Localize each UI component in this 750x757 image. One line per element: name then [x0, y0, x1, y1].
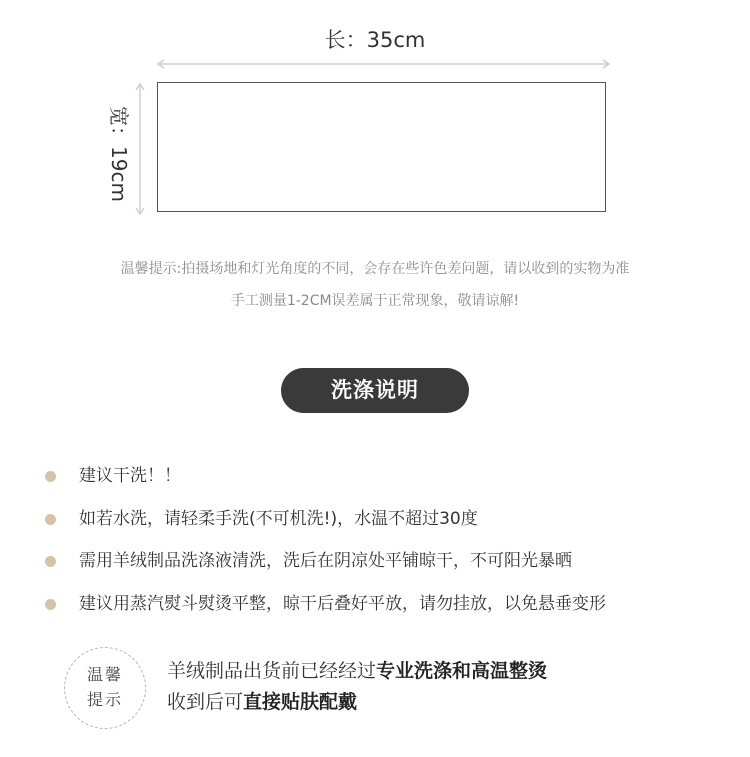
bullet-dot-icon [45, 556, 56, 567]
reminder-line-1-bold: 专业洗涤和高温整烫 [376, 660, 548, 682]
tip-line-2: 手工测量1-2CM误差属于正常现象，敬请谅解! [230, 293, 520, 309]
bullet-dot-icon [45, 599, 56, 610]
care-item-text: 建议用蒸汽熨斗熨烫平整，晾干后叠好平放，请勿挂放，以免悬垂变形 [79, 594, 606, 614]
care-item [45, 505, 478, 533]
dashed-circle [64, 647, 146, 729]
care-item [45, 590, 606, 618]
width-label: 宽：19cm [107, 106, 131, 202]
care-item [45, 547, 572, 575]
bullet-dot-icon [45, 471, 56, 482]
reminder-line-2-bold: 直接贴肤配戴 [243, 691, 358, 713]
reminder-line-2 [167, 687, 357, 717]
reminder-badge [64, 647, 146, 729]
care-item-text: 如若水洗，请轻柔手洗(不可机洗!)，水温不超过30度 [79, 509, 478, 529]
badge-text-line-1: 温馨 [86, 665, 123, 684]
length-arrow [156, 59, 611, 69]
care-item [45, 462, 181, 490]
care-item-text: 需用羊绒制品洗涤液清洗，洗后在阴凉处平铺晾干，不可阳光暴晒 [79, 551, 572, 571]
care-item-text: 建议干洗！！ [79, 466, 181, 486]
tip-line-1: 温馨提示:拍摄场地和灯光角度的不同，会存在些许色差问题，请以收到的实物为准 [120, 261, 630, 277]
reminder-line-2-normal: 收到后可 [167, 691, 244, 713]
reminder-line-1-normal: 羊绒制品出货前已经经过 [167, 660, 377, 682]
reminder-line-1 [167, 656, 547, 686]
size-rectangle [157, 82, 606, 212]
bullet-dot-icon [45, 514, 56, 525]
badge-text-line-2: 提示 [86, 690, 123, 709]
width-arrow [135, 82, 145, 216]
length-label: 长：35cm [324, 28, 426, 52]
section-title-pill: 洗涤说明 [281, 368, 469, 413]
